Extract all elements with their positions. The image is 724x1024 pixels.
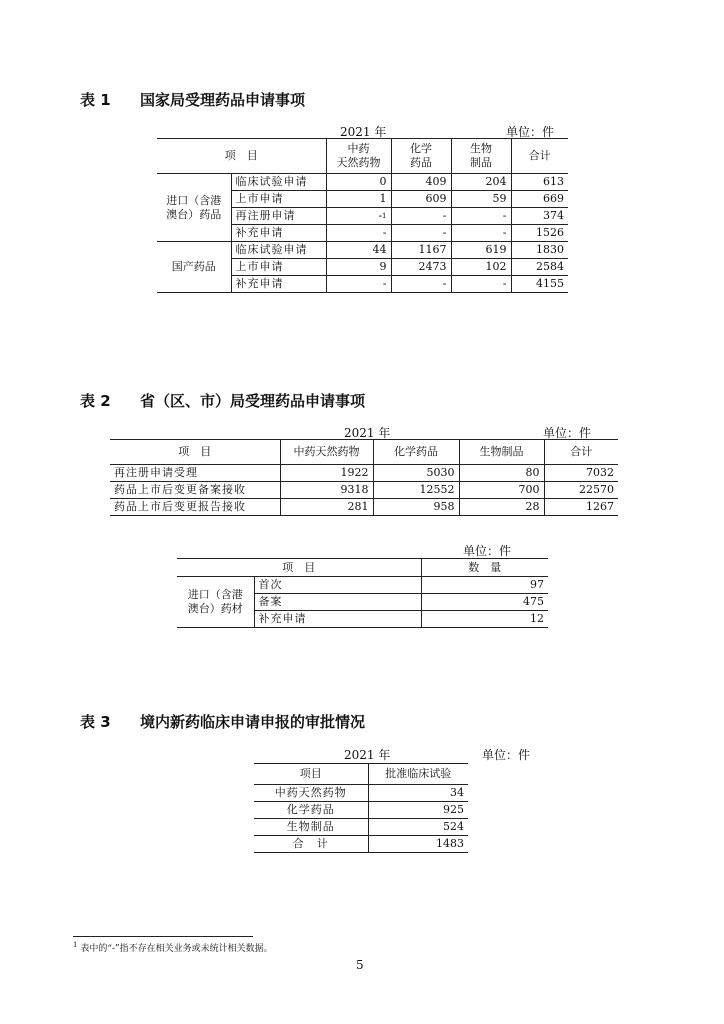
table-row: 进口（含港 澳台）药品 临床试验申请 0 409 204 613 (157, 174, 568, 191)
table2-title: 省（区、市）局受理药品申请事项 (140, 392, 366, 410)
table2 (110, 439, 618, 516)
table1-group-import: 进口（含港 澳台）药品 (157, 174, 231, 242)
table2b-group: 进口（含港 澳台）药材 (177, 577, 254, 628)
table2-header-chem: 化学药品 (373, 440, 459, 465)
table2-header-tcm: 中药天然药物 (280, 440, 373, 465)
table1-header-tcm: 中药 天然药物 (326, 139, 391, 174)
table2-header-total: 合计 (544, 440, 618, 465)
table-row: 生物制品 524 (254, 819, 468, 836)
footnote-mark: 1 (382, 212, 387, 220)
table1-year: 2021 年 (340, 125, 387, 139)
table2-heading (80, 390, 365, 411)
table2b-header-item: 项 目 (177, 559, 421, 577)
table3 (254, 763, 468, 853)
table1-header-bio: 生物 制品 (451, 139, 511, 174)
table1-header-item: 项 目 (157, 139, 326, 174)
table2b-unit: 单位：件 (463, 544, 512, 558)
table1 (157, 138, 568, 293)
table-row: 补充申请 - - - 1526 (157, 225, 568, 242)
table-row: 中药天然药物 34 (254, 785, 468, 802)
table-row: 药品上市后变更备案接收 9318 12552 700 22570 (110, 482, 618, 499)
table2-year: 2021 年 (344, 426, 391, 440)
table1-heading (80, 89, 305, 110)
table-row: 国产药品 临床试验申请 44 1167 619 1830 (157, 242, 568, 259)
table1-title: 国家局受理药品申请事项 (140, 91, 306, 109)
footnote-text: 表中的“-”指不存在相关业务或未统计相关数据。 (80, 944, 273, 954)
page-number: 5 (356, 958, 364, 972)
table3-number: 表 3 (80, 713, 111, 731)
table-row: 进口（含港 澳台）药材 首次 97 (177, 577, 548, 594)
footnote-divider (73, 936, 253, 937)
table-row: 备案 475 (177, 594, 548, 611)
table2-header-item: 项 目 (110, 440, 280, 465)
table2b (177, 558, 548, 628)
table-row: 药品上市后变更报告接收 281 958 28 1267 (110, 499, 618, 516)
table3-header-item: 项目 (254, 764, 368, 785)
table-row: 合 计 1483 (254, 836, 468, 853)
footnote (73, 941, 273, 954)
table-row: 化学药品 925 (254, 802, 468, 819)
table2-header-bio: 生物制品 (459, 440, 544, 465)
table2-number: 表 2 (80, 392, 111, 410)
table1-unit: 单位：件 (506, 125, 555, 139)
footnote-number: 1 (73, 941, 78, 949)
table-row: 上市申请 1 609 59 669 (157, 191, 568, 208)
table-row: 补充申请 12 (177, 611, 548, 628)
table3-header-value: 批准临床试验 (368, 764, 468, 785)
table3-title: 境内新药临床申请申报的审批情况 (140, 713, 366, 731)
table3-unit: 单位：件 (482, 748, 531, 762)
table2-unit: 单位：件 (543, 426, 592, 440)
table-row: 补充申请 - - - 4155 (157, 276, 568, 293)
table1-header-total: 合计 (511, 139, 568, 174)
table-row: 再注册申请受理 1922 5030 80 7032 (110, 465, 618, 482)
table2b-header-qty: 数 量 (421, 559, 548, 577)
table3-heading (80, 711, 365, 732)
table-row: 上市申请 9 2473 102 2584 (157, 259, 568, 276)
table-row: 再注册申请 -$^1$ - - 374 (157, 208, 568, 225)
table3-year: 2021 年 (344, 748, 391, 762)
table1-header-chem: 化学 药品 (391, 139, 451, 174)
table1-number: 表 1 (80, 91, 111, 109)
table1-group-domestic: 国产药品 (157, 242, 231, 293)
